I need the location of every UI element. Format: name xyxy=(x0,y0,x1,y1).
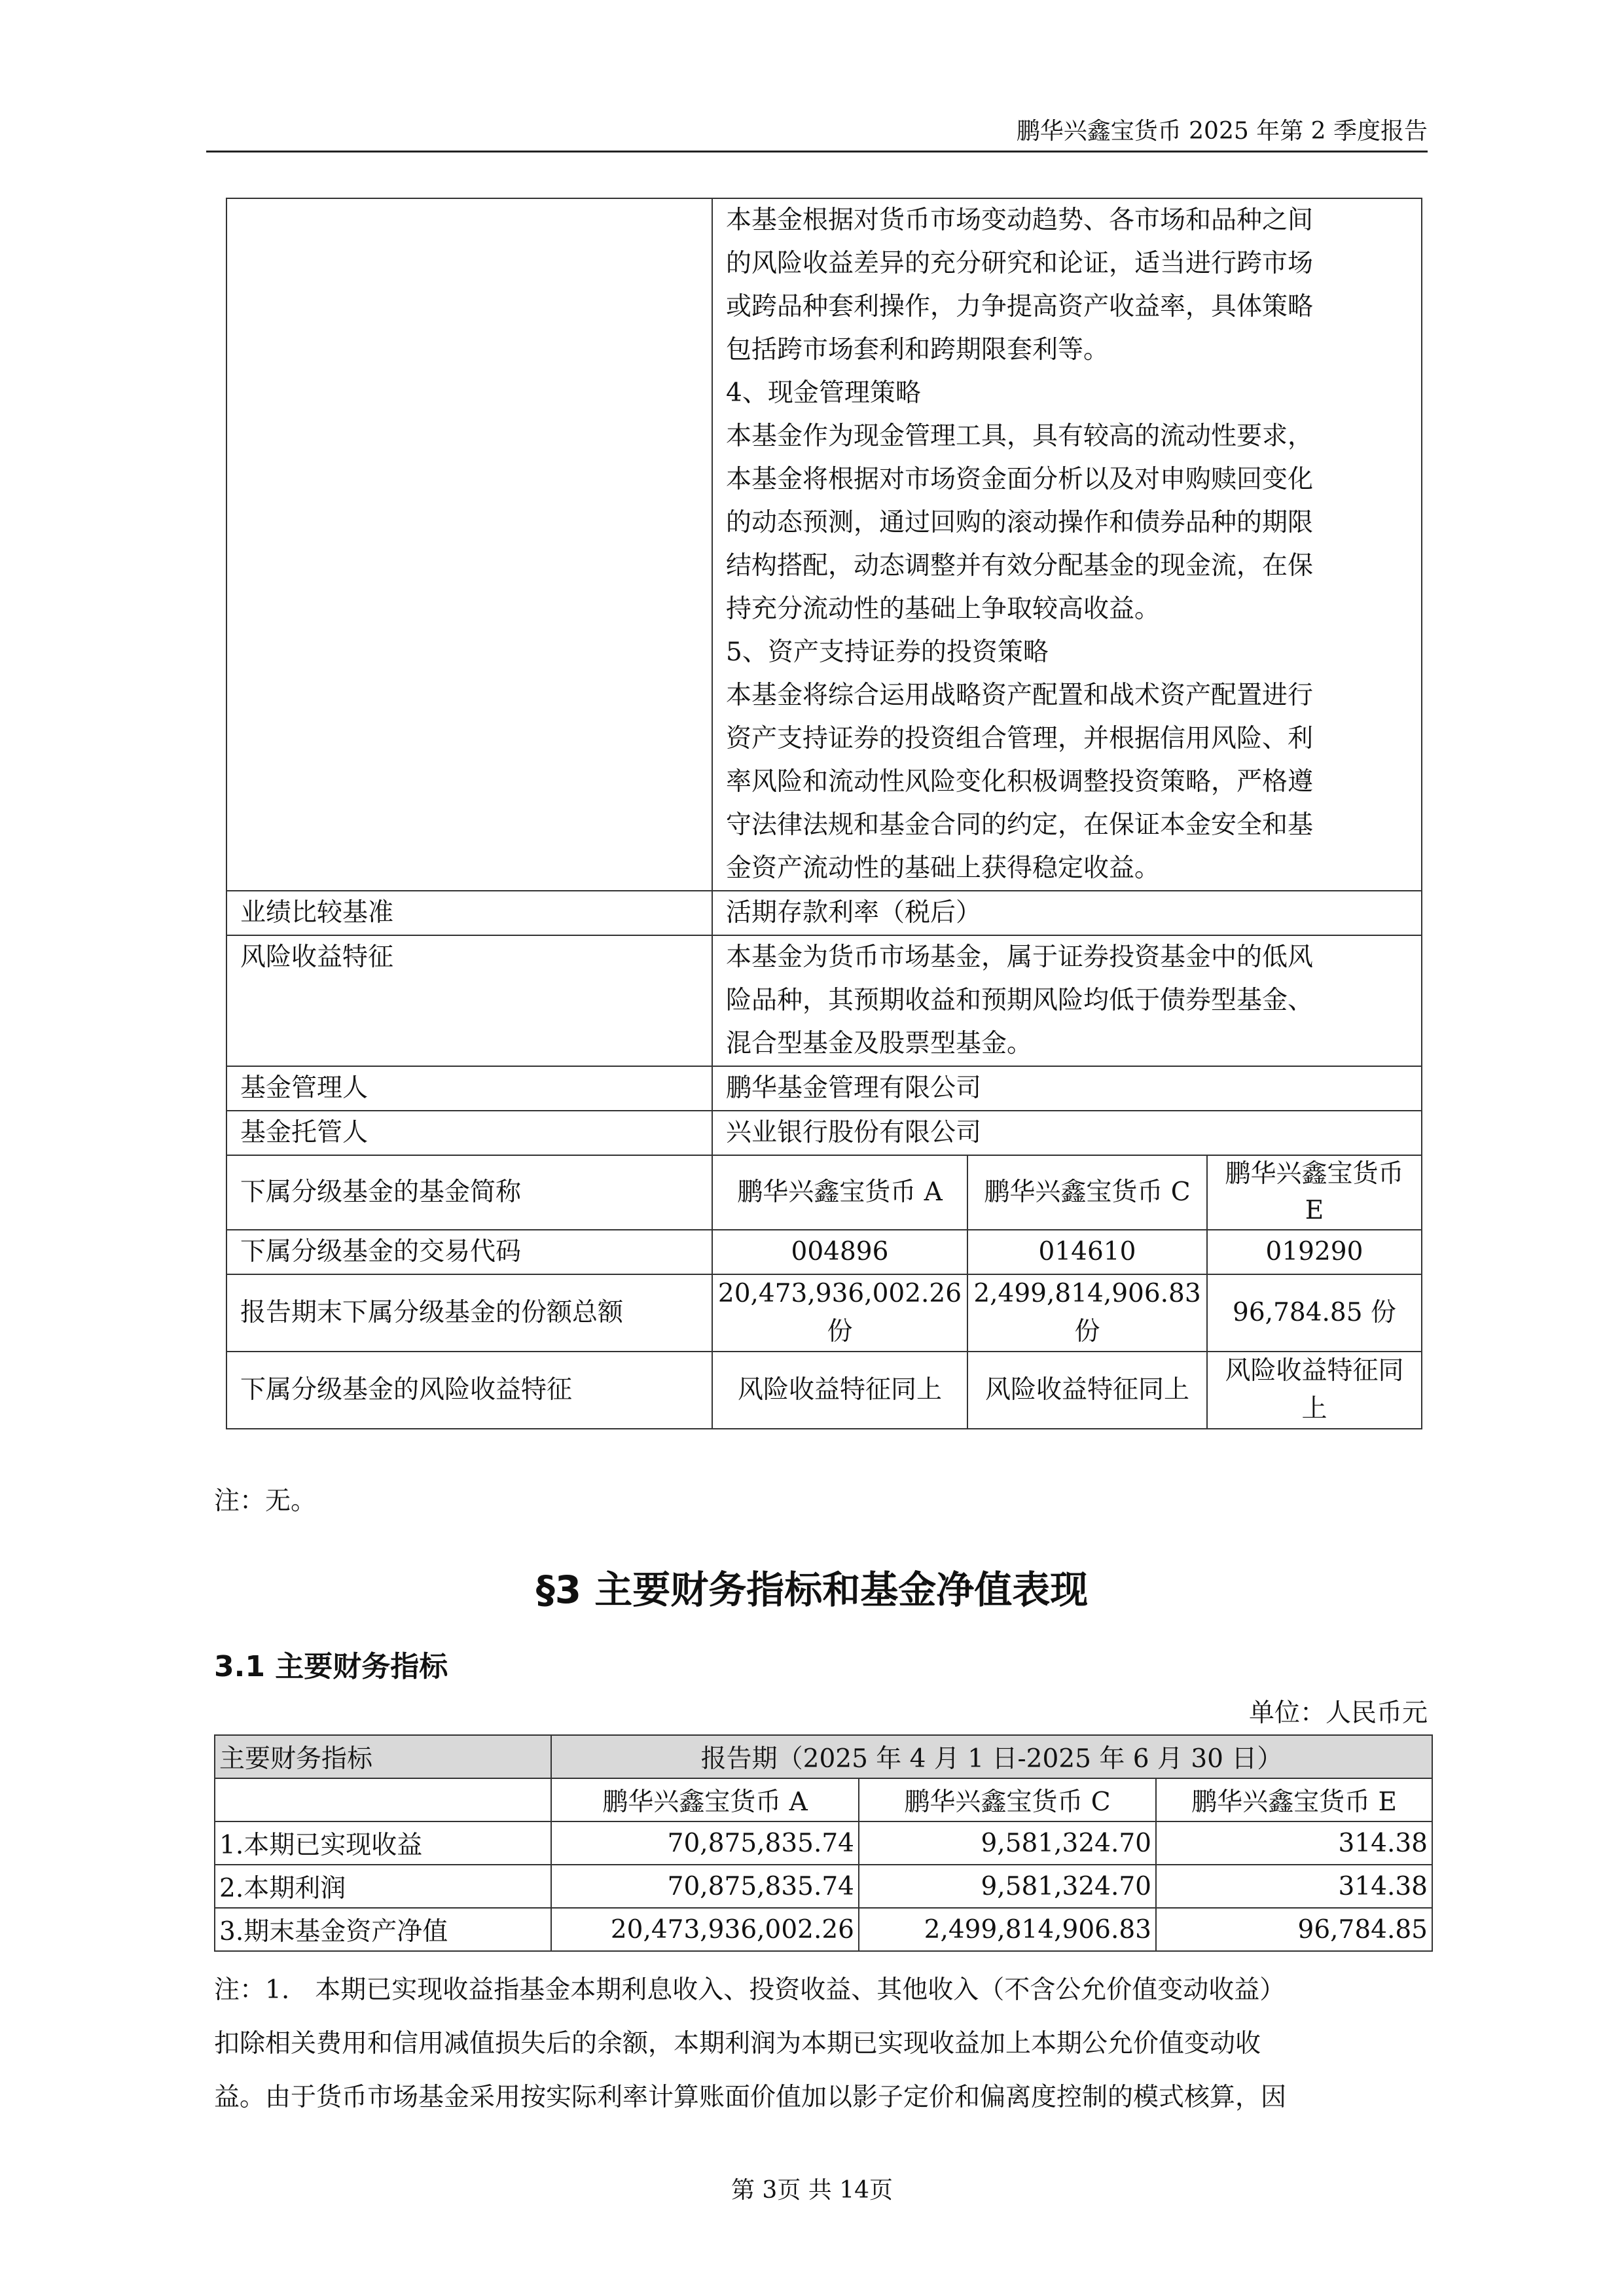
fin-row xyxy=(215,1821,1432,1865)
section-title: §3 主要财务指标和基金净值表现 xyxy=(535,1568,1089,1612)
fin-row xyxy=(215,1865,1432,1908)
benchmark-value: 活期存款利率（税后） xyxy=(712,891,1422,935)
sub-shares-a xyxy=(712,1274,967,1352)
sub-code-c: 014610 xyxy=(967,1230,1207,1274)
sub-risk-c: 风险收益特征同上 xyxy=(967,1352,1207,1429)
fin-row-label: 3.期末基金资产净值 xyxy=(215,1908,551,1951)
sub-risk-label: 下属分级基金的风险收益特征 xyxy=(226,1352,712,1429)
strategy-line: 的动态预测，通过回购的滚动操作和债券品种的期限 xyxy=(726,508,1314,537)
strategy-line: 守法律法规和基金合同的约定，在保证本金安全和基 xyxy=(726,810,1314,840)
risk-line: 险品种，其预期收益和预期风险均低于债券型基金、 xyxy=(726,986,1314,1015)
strategy-line: 4、现金管理策略 xyxy=(726,378,921,408)
strategy-line: 持充分流动性的基础上争取较高收益。 xyxy=(726,594,1161,624)
strategy-line: 本基金将综合运用战略资产配置和战术资产配置进行 xyxy=(726,681,1314,710)
strategy-line: 金资产流动性的基础上获得稳定收益。 xyxy=(726,853,1161,883)
fund-profile-table xyxy=(226,198,1422,1429)
fin-value-c: 9,581,324.70 xyxy=(859,1865,1156,1908)
strategy-line: 5、资产支持证券的投资策略 xyxy=(726,637,1049,667)
page-header-title: 鹏华兴鑫宝货币 2025 年第 2 季度报告 xyxy=(1016,118,1428,145)
fin-value-c: 2,499,814,906.83 xyxy=(859,1908,1156,1951)
sub-shares-c xyxy=(967,1274,1207,1352)
strategy-line: 的风险收益差异的充分研究和论证，适当进行跨市场 xyxy=(726,249,1314,278)
custodian-label: 基金托管人 xyxy=(226,1111,712,1155)
sub-shares-row xyxy=(226,1274,1422,1352)
manager-row xyxy=(226,1066,1422,1111)
strategy-label-cell xyxy=(226,198,712,891)
manager-label: 基金管理人 xyxy=(226,1066,712,1111)
financial-notes xyxy=(214,1964,1433,2125)
sub-risk-e-line: 上 xyxy=(1301,1394,1327,1424)
fin-value-e: 96,784.85 xyxy=(1156,1908,1432,1951)
fin-period-header: 报告期（2025 年 4 月 1 日-2025 年 6 月 30 日） xyxy=(551,1735,1432,1778)
strategy-line: 率风险和流动性风险变化积极调整投资策略，严格遵 xyxy=(726,767,1314,797)
fin-col-label: 主要财务指标 xyxy=(215,1735,551,1778)
sub-name-e xyxy=(1207,1155,1422,1230)
sub-name-c: 鹏华兴鑫宝货币 C xyxy=(967,1155,1207,1230)
sub-code-e: 019290 xyxy=(1207,1230,1422,1274)
risk-line: 混合型基金及股票型基金。 xyxy=(726,1029,1033,1058)
sub-shares-e: 96,784.85 份 xyxy=(1207,1274,1422,1352)
note-line: 扣除相关费用和信用减值损失后的余额，本期利润为本期已实现收益加上本期公允价值变动收 xyxy=(214,2029,1261,2058)
fin-value-a: 70,875,835.74 xyxy=(551,1865,859,1908)
note-line: 益。由于货币市场基金采用按实际利率计算账面价值加以影子定价和偏离度控制的模式核算，因 xyxy=(214,2083,1287,2112)
fin-class-e: 鹏华兴鑫宝货币 E xyxy=(1156,1778,1432,1821)
fin-row xyxy=(215,1908,1432,1951)
sub-risk-e-line: 风险收益特征同 xyxy=(1225,1356,1404,1386)
sub-risk-row xyxy=(226,1352,1422,1429)
sub-shares-c-line: 2,499,814,906.83 xyxy=(973,1279,1201,1308)
strategy-line: 结构搭配，动态调整并有效分配基金的现金流，在保 xyxy=(726,551,1314,581)
header-divider xyxy=(206,151,1428,152)
sub-risk-e xyxy=(1207,1352,1422,1429)
sub-shares-a-line: 20,473,936,002.26 xyxy=(717,1279,962,1308)
fin-row-label: 1.本期已实现收益 xyxy=(215,1821,551,1865)
risk-line: 本基金为货币市场基金，属于证券投资基金中的低风 xyxy=(726,942,1314,972)
sub-name-a: 鹏华兴鑫宝货币 A xyxy=(712,1155,967,1230)
profile-note: 注：无。 xyxy=(214,1486,317,1516)
custodian-row xyxy=(226,1111,1422,1155)
fin-header-row xyxy=(215,1735,1432,1778)
sub-codes-label: 下属分级基金的交易代码 xyxy=(226,1230,712,1274)
strategy-line: 本基金根据对货币市场变动趋势、各市场和品种之间 xyxy=(726,206,1314,235)
sub-shares-a-line: 份 xyxy=(827,1317,853,1346)
risk-label: 风险收益特征 xyxy=(226,935,712,1066)
benchmark-label: 业绩比较基准 xyxy=(226,891,712,935)
strategy-line: 或跨品种套利操作，力争提高资产收益率，具体策略 xyxy=(726,292,1314,321)
strategy-line: 资产支持证券的投资组合管理，并根据信用风险、利 xyxy=(726,724,1314,753)
fin-value-a: 20,473,936,002.26 xyxy=(551,1908,859,1951)
fin-value-e: 314.38 xyxy=(1156,1865,1432,1908)
risk-row xyxy=(226,935,1422,1066)
unit-label: 单位：人民币元 xyxy=(1248,1698,1428,1728)
fin-value-c: 9,581,324.70 xyxy=(859,1821,1156,1865)
strategy-content-cell xyxy=(712,198,1422,891)
sub-code-a: 004896 xyxy=(712,1230,967,1274)
fin-class-blank xyxy=(215,1778,551,1821)
fin-class-a: 鹏华兴鑫宝货币 A xyxy=(551,1778,859,1821)
sub-codes-row xyxy=(226,1230,1422,1274)
sub-risk-a: 风险收益特征同上 xyxy=(712,1352,967,1429)
custodian-value: 兴业银行股份有限公司 xyxy=(712,1111,1422,1155)
sub-shares-label: 报告期末下属分级基金的份额总额 xyxy=(226,1274,712,1352)
fin-class-c: 鹏华兴鑫宝货币 C xyxy=(859,1778,1156,1821)
strategy-row xyxy=(226,198,1422,891)
risk-value xyxy=(712,935,1422,1066)
subsection-title: 3.1 主要财务指标 xyxy=(214,1650,448,1683)
strategy-line: 包括跨市场套利和跨期限套利等。 xyxy=(726,335,1110,365)
fin-class-row xyxy=(215,1778,1432,1821)
sub-name-e-line: 鹏华兴鑫宝货币 xyxy=(1225,1159,1404,1189)
fin-row-label: 2.本期利润 xyxy=(215,1865,551,1908)
strategy-line: 本基金将根据对市场资金面分析以及对申购赎回变化 xyxy=(726,465,1314,494)
sub-shares-c-line: 份 xyxy=(1074,1317,1100,1346)
strategy-line: 本基金作为现金管理工具，具有较高的流动性要求， xyxy=(726,422,1314,451)
manager-value: 鹏华基金管理有限公司 xyxy=(712,1066,1422,1111)
note-line: 注：1. 本期已实现收益指基金本期利息收入、投资收益、其他收入（不含公允价值变动收益） xyxy=(214,1975,1286,2005)
sub-name-e-line: E xyxy=(1305,1196,1324,1225)
benchmark-row xyxy=(226,891,1422,935)
financial-indicators-table xyxy=(214,1734,1433,1952)
sub-names-label: 下属分级基金的基金简称 xyxy=(226,1155,712,1230)
page-footer: 第 3页 共 14页 xyxy=(731,2177,893,2204)
fin-value-e: 314.38 xyxy=(1156,1821,1432,1865)
sub-names-row xyxy=(226,1155,1422,1230)
fin-value-a: 70,875,835.74 xyxy=(551,1821,859,1865)
